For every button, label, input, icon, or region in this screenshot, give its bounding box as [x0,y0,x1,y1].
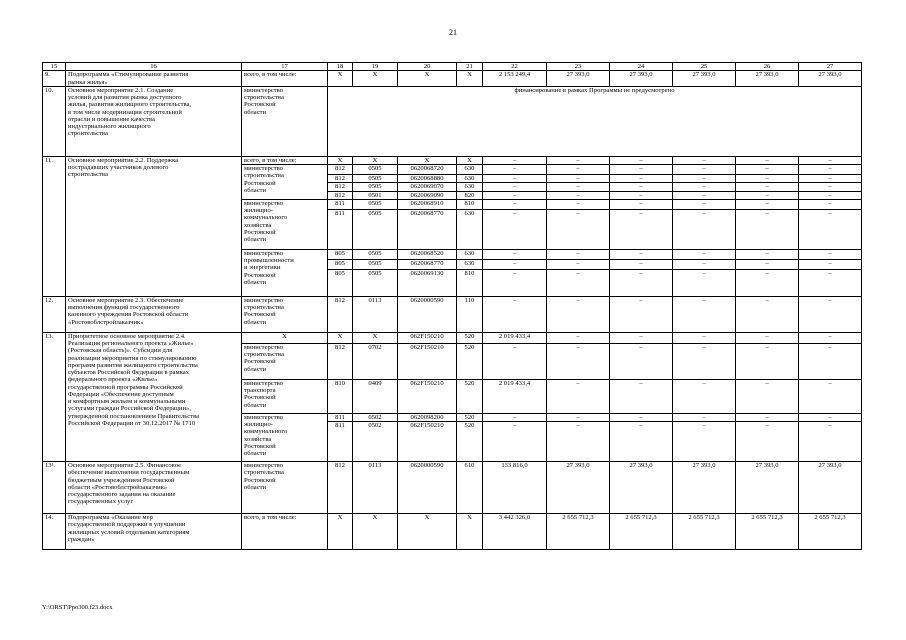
table-cell: 805 [328,249,353,259]
table-cell: 0409 [353,379,398,413]
table-cell: – [610,156,673,164]
table-cell: 0620068880 [398,175,457,183]
table-cell: – [799,183,862,191]
table-cell: Основное мероприятие 2.1. Создание условий для развития рынка доступного жилья, развития жилищного строительства, в том числе модернизация строительной отрасли и повышение качества индустриального жилищного строительства [66,86,242,156]
table-cell: – [673,343,736,379]
table-cell: 0505 [353,183,398,191]
table-cell: 0620000590 [398,296,457,332]
table-cell: – [610,332,673,343]
header-cell: 17 [242,63,328,71]
table-cell: – [673,332,736,343]
table-cell: – [483,249,547,259]
table-cell: – [547,199,610,209]
table-cell: – [736,332,799,343]
table-cell: 812 [328,343,353,379]
table-cell: – [673,209,736,249]
table-cell: – [799,209,862,249]
table-cell: 27 393,0 [799,462,862,514]
table-cell: 0505 [353,175,398,183]
table-cell: – [547,259,610,269]
table-row [43,296,862,332]
table-cell: 2 655 712,3 [547,514,610,550]
table-cell: министерство строительства Ростовской области [242,86,328,156]
table-cell: – [673,183,736,191]
header-cell: 22 [483,63,547,71]
table-cell: 810 [457,199,483,209]
table-cell: министерство строительства Ростовской области [242,343,328,379]
table-cell: 0620068770 [398,259,457,269]
table-cell: – [736,379,799,413]
table-cell: Х [457,71,483,87]
table-cell: – [673,413,736,421]
table-cell: 520 [457,413,483,421]
table-cell: 0505 [353,249,398,259]
table-cell: – [483,296,547,332]
table-cell: 820 [457,191,483,199]
table-cell: Приоритетное основное мероприятие 2.4. Реализация регионального проекта «Жилье» (Ростовская область)». Субсидии для реализации мероприятия по стимулированию программ развития жилищного строительства субъектов Российской Федерации в рамках федерального проекта «Жилье» государственной программы Российской Федерации «Обеспечение доступным и комфортным жильем и коммунальными услугами граждан Российской Федерации», утвержденной постановлением Правительства Российской Федерации от 30.12.2017 № 1710 [66,332,242,461]
table-cell: 630 [457,183,483,191]
table-cell: – [483,269,547,296]
table-cell: министерство строительства Ростовской области [242,462,328,514]
table-cell: Х [457,514,483,550]
table-cell: 812 [328,175,353,183]
footer-file-path: Y:\ORST\Ppo300.f23.docx [42,604,113,611]
table-cell: 0505 [353,209,398,249]
table-cell: 0620068720 [398,165,457,175]
table-cell: 811 [328,209,353,249]
table-cell: 0702 [353,343,398,379]
header-cell: 16 [66,63,242,71]
table-cell: 10. [43,86,66,156]
table-cell: 2 655 712,3 [799,514,862,550]
table-cell: – [610,199,673,209]
table-cell: 0113 [353,296,398,332]
table-cell: – [483,259,547,269]
table-cell: 13. [43,332,66,461]
table-cell: – [547,332,610,343]
table-cell: министерство строительства Ростовской области [242,165,328,200]
table-cell: 062F150210 [398,343,457,379]
table-cell: – [610,343,673,379]
table-cell: 133 816,0 [483,462,547,514]
budget-table [42,62,862,550]
table-cell: – [610,249,673,259]
table-cell: – [673,191,736,199]
table-cell: 0620068520 [398,249,457,259]
table-cell: 811 [328,422,353,462]
table-cell: – [547,249,610,259]
table-cell: – [736,156,799,164]
table-cell: 2 655 712,3 [736,514,799,550]
table-cell: – [799,332,862,343]
table-cell: 805 [328,259,353,269]
table-cell: – [610,379,673,413]
table-cell: 812 [328,296,353,332]
table-cell: – [483,156,547,164]
table-cell: – [547,422,610,462]
table-cell: – [736,259,799,269]
table-cell: 0505 [353,199,398,209]
table-cell: – [610,183,673,191]
table-cell: 520 [457,422,483,462]
header-cell: 21 [457,63,483,71]
table-cell: 27 393,0 [610,71,673,87]
table-cell: 2 655 712,3 [673,514,736,550]
table-cell: 0505 [353,269,398,296]
table-cell: 0113 [353,462,398,514]
table-cell: Подпрограмма «Оказание мер государственной поддержки в улучшении жилищных условий отдельным категориям граждан» [66,514,242,550]
header-cell: 18 [328,63,353,71]
header-cell: 25 [673,63,736,71]
table-cell: 27 393,0 [547,462,610,514]
table-cell: 27 393,0 [673,71,736,87]
table-cell: Х [328,332,353,343]
table-cell: 0620098200 [398,413,457,421]
table-cell: Х [398,156,457,164]
table-cell: финансирование в рамках Программы не предусмотрено [328,86,862,156]
table-cell: 110 [457,296,483,332]
table-cell: Основное мероприятие 2.5. Финансовое обеспечение выполнения государственным бюджетным учреждением Ростовской области «Ростовоблстройзаказчик» государственного задания на оказание государственных услуг [66,462,242,514]
table-cell: Х [353,156,398,164]
table-cell: – [610,422,673,462]
table-cell: 2 655 712,3 [610,514,673,550]
table-cell: – [610,296,673,332]
table-cell: – [547,379,610,413]
table-cell: 812 [328,462,353,514]
table-cell: 27 393,0 [610,462,673,514]
table-cell: 810 [457,269,483,296]
table-cell: 0620068770 [398,209,457,249]
table-cell: 0501 [353,191,398,199]
page-number: 21 [449,28,457,37]
table-cell: 0620069070 [398,183,457,191]
table-cell: 0505 [353,165,398,175]
table-cell: – [610,269,673,296]
table-cell: – [799,296,862,332]
table-cell: 9. [43,71,66,87]
table-cell: – [547,156,610,164]
table-cell: 062F150210 [398,379,457,413]
table-row [43,332,862,343]
table-cell: – [673,259,736,269]
table-cell: – [673,269,736,296]
table-cell: 2 019 433,4 [483,379,547,413]
table-cell: – [483,175,547,183]
table-cell: 0620069090 [398,191,457,199]
table-cell: 062F150210 [398,332,457,343]
table-cell: министерство жилищно- коммунального хозяйства Ростовской области [242,413,328,461]
table-cell: – [483,413,547,421]
table-cell: – [483,183,547,191]
table-cell: – [799,413,862,421]
table-cell: Х [328,71,353,87]
table-cell: – [610,209,673,249]
table-cell: – [736,165,799,175]
table-cell: 810 [328,379,353,413]
table-cell: Х [328,514,353,550]
table-cell: – [736,183,799,191]
table-cell: – [483,199,547,209]
table-cell: министерство жилищно- коммунального хозяйства Ростовской области [242,199,328,249]
table-cell: Х [353,514,398,550]
table-cell: – [610,413,673,421]
header-cell: 27 [799,63,862,71]
table-cell: Х [353,332,398,343]
table-cell: – [673,296,736,332]
table-cell: – [799,249,862,259]
table-cell: Основное мероприятие 2.2. Поддержка пострадавших участников долевого строительства [66,156,242,296]
table-cell: – [799,165,862,175]
table-cell: 27 393,0 [736,71,799,87]
table-cell: 630 [457,165,483,175]
table-cell: – [799,379,862,413]
table-cell: Х [398,71,457,87]
table-cell: – [736,413,799,421]
table-cell: – [799,156,862,164]
table-cell: 27 393,0 [673,462,736,514]
table-cell: 811 [328,199,353,209]
table-cell: министерство транспорта Ростовской области [242,379,328,413]
table-cell: – [547,269,610,296]
table-cell: – [610,191,673,199]
table-cell: 812 [328,191,353,199]
table-row [43,156,862,164]
table-cell: – [799,259,862,269]
table-cell: Х [457,156,483,164]
table-cell: 27 393,0 [799,71,862,87]
table-cell: 610 [457,462,483,514]
table-cell: – [799,175,862,183]
header-cell: 24 [610,63,673,71]
table-cell: министерство промышленности и энергетики Ростовской области [242,249,328,296]
table-cell: 0502 [353,413,398,421]
table-cell: 520 [457,332,483,343]
table-cell: 27 393,0 [736,462,799,514]
table-cell: – [483,343,547,379]
table-cell: 520 [457,379,483,413]
table-cell: – [610,165,673,175]
table-cell: – [673,422,736,462]
table-cell: 630 [457,175,483,183]
table-cell: 630 [457,209,483,249]
table-cell: – [673,199,736,209]
table-cell: 0505 [353,259,398,269]
table-cell: – [799,269,862,296]
table-cell: министерство строительства Ростовской области [242,296,328,332]
table-cell: 0620069130 [398,269,457,296]
table-row [43,514,862,550]
table-cell: Основное мероприятие 2.3. Обеспечение выполнения функций государственного казенного учреждения Ростовской области «Ростовоблстройзаказчик» [66,296,242,332]
table-cell: Х [398,514,457,550]
header-cell: 20 [398,63,457,71]
table-cell: 630 [457,249,483,259]
header-row [43,63,862,71]
table-cell: 0502 [353,422,398,462]
table-cell: – [547,296,610,332]
table-cell: 520 [457,343,483,379]
table-cell: 12. [43,296,66,332]
table-cell: – [547,175,610,183]
table-cell: – [736,199,799,209]
table-cell: – [673,249,736,259]
table-cell: – [483,209,547,249]
table-cell: 2 019 433,4 [483,332,547,343]
table-cell: 062F150210 [398,422,457,462]
table-cell: – [483,422,547,462]
table-cell: Х [353,71,398,87]
table-cell: – [736,422,799,462]
table-cell: Х [328,156,353,164]
table-row [43,86,862,156]
table-cell: – [673,379,736,413]
table-cell: – [736,191,799,199]
table-cell: Х [242,332,328,343]
table-cell: – [736,249,799,259]
table-cell: – [799,191,862,199]
header-cell: 26 [736,63,799,71]
table-cell: – [673,156,736,164]
table-cell: – [610,175,673,183]
table-cell: 811 [328,413,353,421]
table-cell: – [547,209,610,249]
table-cell: – [547,191,610,199]
table-cell: 0620068910 [398,199,457,209]
table-cell: 805 [328,269,353,296]
table-cell: – [799,199,862,209]
table-cell: – [736,175,799,183]
table-cell: 0620000590 [398,462,457,514]
table-cell: – [610,259,673,269]
table-cell: – [547,413,610,421]
table-cell: всего, в том числе: [242,514,328,550]
header-cell: 15 [43,63,66,71]
table-cell: – [736,296,799,332]
table-cell: 27 393,0 [547,71,610,87]
table-cell: всего, в том числе: [242,156,328,164]
table-cell: 630 [457,259,483,269]
table-row [43,71,862,87]
header-cell: 19 [353,63,398,71]
table-cell: – [736,209,799,249]
table-cell: – [483,191,547,199]
table-cell: – [736,269,799,296]
table-cell: – [799,422,862,462]
table-cell: всего, в том числе: [242,71,328,87]
table-cell: – [673,175,736,183]
table-cell: – [799,343,862,379]
table-cell: – [483,165,547,175]
table-cell: 13¹. [43,462,66,514]
table-cell: 14. [43,514,66,550]
table-cell: – [547,165,610,175]
table-cell: – [547,183,610,191]
table-cell: 812 [328,183,353,191]
table-cell: – [736,343,799,379]
table-cell: – [673,165,736,175]
table-cell: Подпрограмма «Стимулирование развития рынка жилья» [66,71,242,87]
header-cell: 23 [547,63,610,71]
table-row [43,462,862,514]
table-cell: 11. [43,156,66,296]
table-cell: 2 153 249,4 [483,71,547,87]
table-cell: – [547,343,610,379]
table-cell: 812 [328,165,353,175]
table-cell: 3 442 326,0 [483,514,547,550]
